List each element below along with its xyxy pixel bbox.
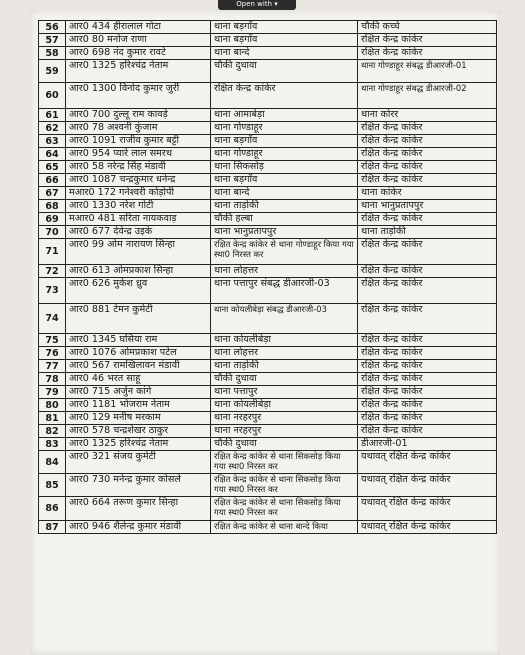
serial-number-cell: 86 [39, 497, 66, 521]
to-posting-cell: यथावत् रक्षित केन्द्र कांकेर [358, 474, 497, 497]
from-posting-cell: थाना बड़गाँव [211, 135, 358, 148]
to-posting-cell: यथावत् रक्षित केन्द्र कांकेर [358, 497, 497, 521]
from-posting-cell: थाना नरहरपुर [211, 425, 358, 438]
employee-name-cell: मआर0 481 सरिता नायकवाड़ [66, 213, 211, 226]
table-row [39, 21, 497, 34]
to-posting-cell: थाना कांकेर [358, 187, 497, 200]
from-posting-cell: रक्षित केन्द्र कांकेर [211, 83, 358, 109]
employee-name-cell: आर0 78 अश्वनी कुंजाम [66, 122, 211, 135]
table-row [39, 497, 497, 521]
from-posting-cell: थाना ताड़ोकी [211, 200, 358, 213]
serial-number-cell: 61 [39, 109, 66, 122]
from-posting-cell: थाना आमाबेड़ा [211, 109, 358, 122]
employee-name-cell: आर0 664 तरूण कुमार सिन्हा [66, 497, 211, 521]
employee-name-cell: आर0 578 चन्द्रशेखर ठाकुर [66, 425, 211, 438]
table-row [39, 226, 497, 239]
serial-number-cell: 83 [39, 438, 66, 451]
employee-name-cell: आर0 1345 घसिया राम [66, 334, 211, 347]
to-posting-cell: चौकी कच्चे [358, 21, 497, 34]
from-posting-cell: रक्षित केन्द्र कांकेर से थाना बान्दे किया [211, 521, 358, 534]
employee-name-cell: आर0 567 रामखिलावन मंडावी [66, 360, 211, 373]
serial-number-cell: 71 [39, 239, 66, 265]
serial-number-cell: 70 [39, 226, 66, 239]
to-posting-cell: रक्षित केन्द्र कांकेर [358, 148, 497, 161]
to-posting-cell: रक्षित केन्द्र कांकेर [358, 360, 497, 373]
serial-number-cell: 60 [39, 83, 66, 109]
table-row [39, 83, 497, 109]
from-posting-cell: रक्षित केन्द्र कांकेर से थाना गोण्डाहूर किया गया स्था0 निरस्त कर [211, 239, 358, 265]
to-posting-cell: रक्षित केन्द्र कांकेर [358, 386, 497, 399]
table-row [39, 360, 497, 373]
table-row [39, 47, 497, 60]
to-posting-cell: थाना गोण्डाहूर संबद्ध डीआरजी-02 [358, 83, 497, 109]
to-posting-cell: रक्षित केन्द्र कांकेर [358, 174, 497, 187]
transfer-table [38, 20, 497, 534]
from-posting-cell: चौकी हल्बा [211, 213, 358, 226]
to-posting-cell: रक्षित केन्द्र कांकेर [358, 412, 497, 425]
serial-number-cell: 68 [39, 200, 66, 213]
to-posting-cell: रक्षित केन्द्र कांकेर [358, 425, 497, 438]
from-posting-cell: थाना पत्तापुर [211, 386, 358, 399]
serial-number-cell: 76 [39, 347, 66, 360]
table-row [39, 451, 497, 474]
employee-name-cell: आर0 1325 हरिश्चंद्र नेताम [66, 438, 211, 451]
to-posting-cell: रक्षित केन्द्र कांकेर [358, 278, 497, 304]
table-row [39, 161, 497, 174]
table-row [39, 265, 497, 278]
to-posting-cell: रक्षित केन्द्र कांकेर [358, 304, 497, 334]
to-posting-cell: रक्षित केन्द्र कांकेर [358, 135, 497, 148]
serial-number-cell: 63 [39, 135, 66, 148]
from-posting-cell: चौकी दुधावा [211, 373, 358, 386]
table-row [39, 425, 497, 438]
from-posting-cell: चौकी दुधावा [211, 60, 358, 83]
serial-number-cell: 81 [39, 412, 66, 425]
serial-number-cell: 66 [39, 174, 66, 187]
from-posting-cell: थाना ताड़ोकी [211, 360, 358, 373]
table-row [39, 386, 497, 399]
table-row [39, 148, 497, 161]
serial-number-cell: 87 [39, 521, 66, 534]
serial-number-cell: 56 [39, 21, 66, 34]
employee-name-cell: आर0 698 नंद कुमार रावटे [66, 47, 211, 60]
to-posting-cell: रक्षित केन्द्र कांकेर [358, 161, 497, 174]
to-posting-cell: थाना कोरर [358, 109, 497, 122]
serial-number-cell: 73 [39, 278, 66, 304]
serial-number-cell: 59 [39, 60, 66, 83]
from-posting-cell: थाना भानुप्रतापपुर [211, 226, 358, 239]
from-posting-cell: थाना कोयलीबेड़ा संबद्ध डीआरजी-03 [211, 304, 358, 334]
serial-number-cell: 84 [39, 451, 66, 474]
from-posting-cell: थाना पत्तापुर संबद्ध डीआरजी-03 [211, 278, 358, 304]
to-posting-cell: रक्षित केन्द्र कांकेर [358, 334, 497, 347]
table-body [39, 21, 497, 534]
to-posting-cell: रक्षित केन्द्र कांकेर [358, 213, 497, 226]
from-posting-cell: थाना कोयलीबेड़ा [211, 399, 358, 412]
employee-name-cell: आर0 129 मनीष मरकाम [66, 412, 211, 425]
serial-number-cell: 77 [39, 360, 66, 373]
table-row [39, 135, 497, 148]
table-row [39, 304, 497, 334]
employee-name-cell: आर0 321 संजय कुमेटी [66, 451, 211, 474]
to-posting-cell: रक्षित केन्द्र कांकेर [358, 399, 497, 412]
employee-name-cell: आर0 1325 हरिश्चंद्र नेताम [66, 60, 211, 83]
employee-name-cell: आर0 700 दुल्लू राम कावड़े [66, 109, 211, 122]
table-row [39, 122, 497, 135]
to-posting-cell: रक्षित केन्द्र कांकेर [358, 122, 497, 135]
employee-name-cell: मआर0 172 गनेश्वरी कोड़ोपी [66, 187, 211, 200]
from-posting-cell: थाना नरहरपुर [211, 412, 358, 425]
table-row [39, 278, 497, 304]
to-posting-cell: थाना ताड़ोकी [358, 226, 497, 239]
from-posting-cell: रक्षित केन्द्र कांकेर से थाना सिकसोड़ किया गया स्था0 निरस्त कर [211, 451, 358, 474]
employee-name-cell: आर0 99 ओम नारायण सिन्हा [66, 239, 211, 265]
serial-number-cell: 85 [39, 474, 66, 497]
table-row [39, 34, 497, 47]
from-posting-cell: थाना लोहत्तर [211, 347, 358, 360]
from-posting-cell: रक्षित केन्द्र कांकेर से थाना सिकसोड़ किया गया स्था0 निरस्त कर [211, 497, 358, 521]
document-page [30, 10, 500, 655]
employee-name-cell: आर0 626 मुकेश ध्रुव [66, 278, 211, 304]
to-posting-cell: रक्षित केन्द्र कांकेर [358, 265, 497, 278]
table-row [39, 347, 497, 360]
employee-name-cell: आर0 58 नरेन्द्र सिंह मंडावी [66, 161, 211, 174]
employee-name-cell: आर0 80 मनोज राणा [66, 34, 211, 47]
employee-name-cell: आर0 1091 राजीव कुमार बट्टी [66, 135, 211, 148]
to-posting-cell: डीआरजी-01 [358, 438, 497, 451]
to-posting-cell: रक्षित केन्द्र कांकेर [358, 239, 497, 265]
employee-name-cell: आर0 1181 भोजराम नेताम [66, 399, 211, 412]
from-posting-cell: थाना बड़गाँव [211, 21, 358, 34]
serial-number-cell: 75 [39, 334, 66, 347]
table-row [39, 474, 497, 497]
table-row [39, 373, 497, 386]
to-posting-cell: यथावत् रक्षित केन्द्र कांकेर [358, 521, 497, 534]
from-posting-cell: थाना कोयलीबेड़ा [211, 334, 358, 347]
employee-name-cell: आर0 1300 विनोद कुमार जुर्री [66, 83, 211, 109]
from-posting-cell: थाना बड़गाँव [211, 174, 358, 187]
table-row [39, 213, 497, 226]
employee-name-cell: आर0 1076 ओमप्रकाश पटेल [66, 347, 211, 360]
to-posting-cell: रक्षित केन्द्र कांकेर [358, 47, 497, 60]
from-posting-cell: रक्षित केन्द्र कांकेर से थाना सिकसोड़ किया गया स्था0 निरस्त कर [211, 474, 358, 497]
serial-number-cell: 58 [39, 47, 66, 60]
serial-number-cell: 74 [39, 304, 66, 334]
from-posting-cell: थाना सिकसोड़ [211, 161, 358, 174]
serial-number-cell: 67 [39, 187, 66, 200]
table-row [39, 60, 497, 83]
table-row [39, 239, 497, 265]
from-posting-cell: थाना बड़गाँव [211, 34, 358, 47]
employee-name-cell: आर0 946 शैलेन्द्र कुमार मंडावी [66, 521, 211, 534]
employee-name-cell: आर0 730 मनेन्द्र कुमार कोसले [66, 474, 211, 497]
serial-number-cell: 57 [39, 34, 66, 47]
open-with-button[interactable]: Open with ▾ [218, 0, 296, 10]
from-posting-cell: थाना गोण्डाहूर [211, 122, 358, 135]
employee-name-cell: आर0 434 हीरालाल गोटा [66, 21, 211, 34]
to-posting-cell: रक्षित केन्द्र कांकेर [358, 373, 497, 386]
serial-number-cell: 72 [39, 265, 66, 278]
serial-number-cell: 79 [39, 386, 66, 399]
table-row [39, 109, 497, 122]
from-posting-cell: थाना गोण्डाहूर [211, 148, 358, 161]
table-row [39, 187, 497, 200]
table-row [39, 200, 497, 213]
employee-name-cell: आर0 677 देवेन्द्र उइके [66, 226, 211, 239]
serial-number-cell: 82 [39, 425, 66, 438]
employee-name-cell: आर0 715 अर्जुन कांगे [66, 386, 211, 399]
employee-name-cell: आर0 1087 चन्द्रकुमार धनेन्द्र [66, 174, 211, 187]
to-posting-cell: रक्षित केन्द्र कांकेर [358, 34, 497, 47]
employee-name-cell: आर0 46 भरत साहू [66, 373, 211, 386]
to-posting-cell: थाना भानुप्रतापपुर [358, 200, 497, 213]
from-posting-cell: चौकी दुधावा [211, 438, 358, 451]
employee-name-cell: आर0 1330 नरेश गोटी [66, 200, 211, 213]
serial-number-cell: 65 [39, 161, 66, 174]
employee-name-cell: आर0 881 टेमन कुमेटी [66, 304, 211, 334]
from-posting-cell: थाना लोहत्तर [211, 265, 358, 278]
from-posting-cell: थाना बान्दे [211, 187, 358, 200]
employee-name-cell: आर0 954 प्यारे लाल समरथ [66, 148, 211, 161]
table-row [39, 334, 497, 347]
serial-number-cell: 80 [39, 399, 66, 412]
from-posting-cell: थाना बान्दे [211, 47, 358, 60]
table-row [39, 521, 497, 534]
table-row [39, 438, 497, 451]
table-row [39, 174, 497, 187]
serial-number-cell: 64 [39, 148, 66, 161]
to-posting-cell: रक्षित केन्द्र कांकेर [358, 347, 497, 360]
serial-number-cell: 78 [39, 373, 66, 386]
employee-name-cell: आर0 613 ओमप्रकाश सिन्हा [66, 265, 211, 278]
serial-number-cell: 62 [39, 122, 66, 135]
table-row [39, 412, 497, 425]
table-row [39, 399, 497, 412]
to-posting-cell: यथावत् रक्षित केन्द्र कांकेर [358, 451, 497, 474]
serial-number-cell: 69 [39, 213, 66, 226]
to-posting-cell: थाना गोण्डाहूर संबद्ध डीआरजी-01 [358, 60, 497, 83]
